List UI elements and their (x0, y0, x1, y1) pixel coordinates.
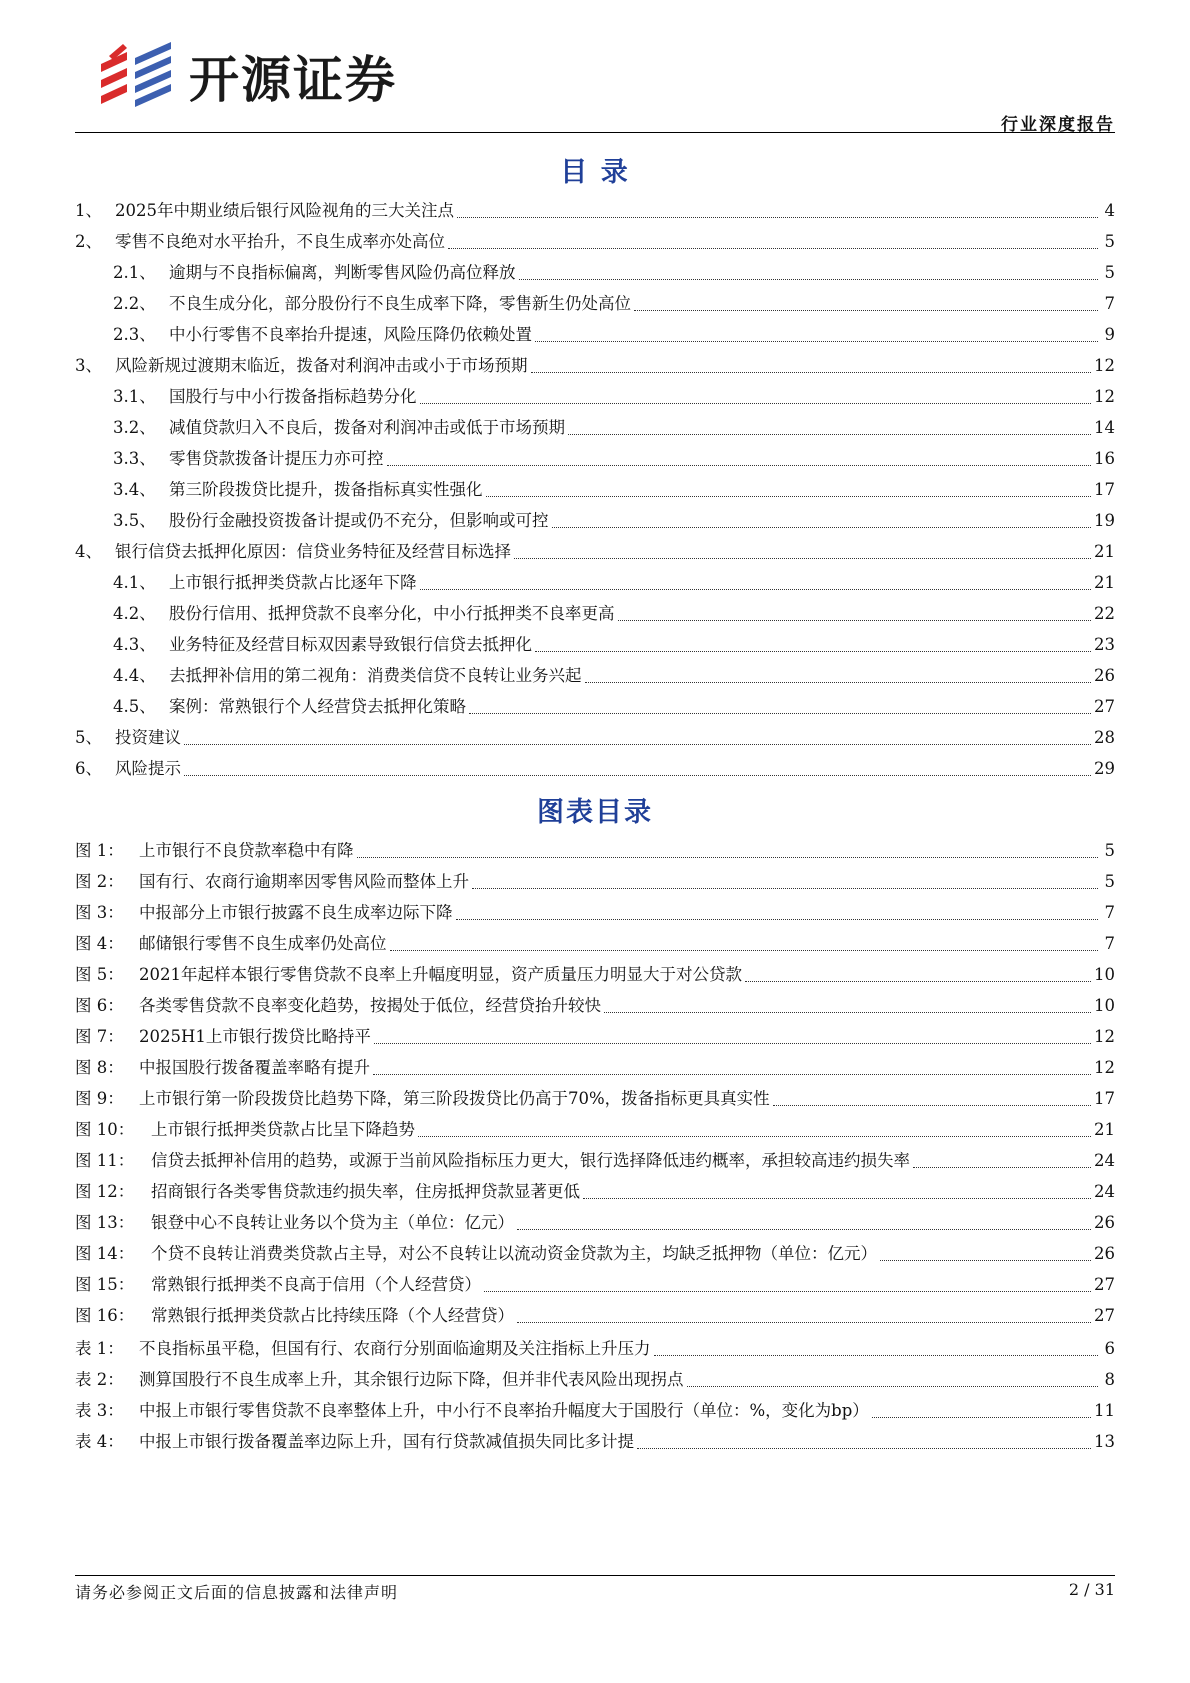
toc-entry-number: 4.4、 (113, 666, 156, 685)
toc-entry-label: 国股行与中小行拨备指标趋势分化 (169, 387, 417, 406)
toc-entry-label: 股份行信用、抵押贷款不良率分化，中小行抵押类不良率更高 (169, 604, 615, 623)
figure-entry-page: 7 (1104, 934, 1115, 953)
figure-entry-page: 27 (1094, 1306, 1115, 1325)
figure-entry-label: 上市银行第一阶段拨贷比趋势下降，第三阶段拨贷比仍高于70%，拨备指标更具真实性 (139, 1089, 770, 1108)
figure-entry-number: 图 3： (75, 903, 124, 922)
toc-entry[interactable] (75, 474, 1115, 505)
figure-entry-number: 图 14： (75, 1244, 135, 1263)
toc-entry-number: 2.2、 (113, 294, 156, 313)
figure-entry-label: 常熟银行抵押类不良高于信用（个人经营贷） (151, 1275, 481, 1294)
figure-entry-number: 图 5： (75, 965, 124, 984)
figure-entry-page: 24 (1094, 1151, 1115, 1170)
dot-leader (913, 1167, 1091, 1168)
dot-leader (486, 496, 1092, 497)
figure-entry-number: 图 13： (75, 1213, 135, 1232)
dot-leader (357, 857, 1099, 858)
toc-entry[interactable] (75, 319, 1115, 350)
toc-entry-label: 银行信贷去抵押化原因：信贷业务特征及经营目标选择 (115, 542, 511, 561)
figure-entry-label: 个贷不良转让消费类贷款占主导，对公不良转让以流动资金贷款为主，均缺乏抵押物（单位：亿元） (151, 1244, 877, 1263)
figure-entry[interactable] (75, 1114, 1115, 1145)
figure-entry-label: 上市银行不良贷款率稳中有降 (139, 841, 354, 860)
figure-entry-number: 图 10： (75, 1120, 135, 1139)
page-number: 2 / 31 (1068, 1580, 1115, 1599)
toc-entry-number: 2、 (75, 232, 102, 251)
toc-entry-label: 减值贷款归入不良后，拨备对利润冲击或低于市场预期 (169, 418, 565, 437)
dot-leader (773, 1105, 1091, 1106)
table-entry-label: 中报上市银行拨备覆盖率边际上升，国有行贷款减值损失同比多计提 (139, 1432, 634, 1451)
figure-entry-page: 17 (1094, 1089, 1115, 1108)
toc-entry-number: 4.2、 (113, 604, 156, 623)
toc-entry-number: 4.1、 (113, 573, 156, 592)
figure-entry-number: 图 12： (75, 1182, 135, 1201)
toc-entry-label: 风险提示 (115, 759, 181, 778)
figure-entry-number: 图 2： (75, 872, 124, 891)
toc-entry-number: 3、 (75, 356, 102, 375)
figure-entry[interactable] (75, 928, 1115, 959)
dot-leader (374, 1043, 1091, 1044)
figure-entry[interactable] (75, 1207, 1115, 1238)
table-entry[interactable] (75, 1395, 1115, 1426)
figure-entry-number: 图 15： (75, 1275, 135, 1294)
footer-disclaimer: 请务必参阅正文后面的信息披露和法律声明 (75, 1583, 399, 1602)
figure-entry-label: 邮储银行零售不良生成率仍处高位 (139, 934, 387, 953)
dot-leader (448, 248, 1098, 249)
figure-entry-label: 银登中心不良转让业务以个贷为主（单位：亿元） (151, 1213, 514, 1232)
figure-entry[interactable] (75, 1083, 1115, 1114)
dot-leader (184, 775, 1091, 776)
toc-entry[interactable] (75, 567, 1115, 598)
toc-entry-number: 5、 (75, 728, 102, 747)
toc-entry-page: 17 (1094, 480, 1115, 499)
toc-entry-label: 投资建议 (115, 728, 181, 747)
table-entry-number: 表 1： (75, 1339, 124, 1358)
dot-leader (373, 1074, 1091, 1075)
toc-entry-label: 第三阶段拨贷比提升，拨备指标真实性强化 (169, 480, 483, 499)
figure-entry[interactable] (75, 990, 1115, 1021)
footer-divider (75, 1575, 1115, 1576)
toc-entry-number: 3.4、 (113, 480, 156, 499)
table-entry-number: 表 2： (75, 1370, 124, 1389)
dot-leader (535, 651, 1091, 652)
dot-leader (552, 527, 1092, 528)
toc-entry-page: 19 (1094, 511, 1115, 530)
table-entry-number: 表 4： (75, 1432, 124, 1451)
figure-entry-page: 7 (1104, 903, 1115, 922)
toc-entry-label: 不良生成分化，部分股份行不良生成率下降，零售新生仍处高位 (169, 294, 631, 313)
toc-entry-page: 23 (1094, 635, 1115, 654)
table-entry[interactable] (75, 1333, 1115, 1364)
figure-entry-number: 图 9： (75, 1089, 124, 1108)
toc-entry[interactable] (75, 598, 1115, 629)
dot-leader (469, 713, 1091, 714)
figure-entry-label: 各类零售贷款不良率变化趋势，按揭处于低位，经营贷抬升较快 (139, 996, 601, 1015)
figure-entry[interactable] (75, 1021, 1115, 1052)
figure-entry[interactable] (75, 897, 1115, 928)
page-header (75, 28, 1115, 134)
header-divider (75, 132, 1115, 133)
dot-leader (514, 558, 1091, 559)
brand-name: 开源证券 (189, 51, 397, 109)
table-entry-page: 11 (1094, 1401, 1115, 1420)
toc-entry-number: 4、 (75, 542, 102, 561)
toc-entry-page: 4 (1104, 201, 1115, 220)
dot-leader (390, 950, 1099, 951)
figure-entry-page: 12 (1094, 1027, 1115, 1046)
figure-entry-page: 12 (1094, 1058, 1115, 1077)
toc-entry-label: 中小行零售不良率抬升提速，风险压降仍依赖处置 (169, 325, 532, 344)
report-type-label: 行业深度报告 (1001, 115, 1115, 135)
figure-entry-page: 5 (1104, 841, 1115, 860)
dot-leader (604, 1012, 1091, 1013)
dot-leader (745, 981, 1091, 982)
table-entry-page: 6 (1104, 1339, 1115, 1358)
toc-entry-label: 上市银行抵押类贷款占比逐年下降 (169, 573, 417, 592)
dot-leader (585, 682, 1092, 683)
dot-leader (472, 888, 1098, 889)
toc-entry[interactable] (75, 288, 1115, 319)
figure-entry-page: 10 (1094, 965, 1115, 984)
figure-entry-label: 中报国股行拨备覆盖率略有提升 (139, 1058, 370, 1077)
table-entry-page: 13 (1094, 1432, 1115, 1451)
figure-entry-page: 27 (1094, 1275, 1115, 1294)
toc-entry-number: 3.3、 (113, 449, 156, 468)
figure-entry[interactable] (75, 866, 1115, 897)
dot-leader (387, 465, 1092, 466)
table-entry-label: 测算国股行不良生成率上升，其余银行边际下降，但并非代表风险出现拐点 (139, 1370, 684, 1389)
toc-entry-page: 28 (1094, 728, 1115, 747)
toc-entry-number: 4.3、 (113, 635, 156, 654)
dot-leader (535, 341, 1098, 342)
toc-entry-label: 案例：常熟银行个人经营贷去抵押化策略 (169, 697, 466, 716)
dot-leader (618, 620, 1092, 621)
figure-entry[interactable] (75, 1238, 1115, 1269)
toc-entry-page: 12 (1094, 356, 1115, 375)
toc-entry-label: 业务特征及经营目标双因素导致银行信贷去抵押化 (169, 635, 532, 654)
figure-entry-label: 常熟银行抵押类贷款占比持续压降（个人经营贷） (151, 1306, 514, 1325)
toc-entry-page: 5 (1104, 263, 1115, 282)
figure-entry-label: 中报部分上市银行披露不良生成率边际下降 (139, 903, 453, 922)
dot-leader (456, 919, 1099, 920)
toc-entry-number: 3.1、 (113, 387, 156, 406)
dot-leader (517, 1229, 1091, 1230)
kaiyuan-logo-icon (97, 36, 177, 116)
table-entry[interactable] (75, 1364, 1115, 1395)
table-entry-label: 不良指标虽平稳，但国有行、农商行分别面临逾期及关注指标上升压力 (139, 1339, 651, 1358)
figures-title: 图表目录 (537, 797, 653, 828)
figure-entry-number: 图 16： (75, 1306, 135, 1325)
toc-entry-label: 零售不良绝对水平抬升，不良生成率亦处高位 (115, 232, 445, 251)
toc-entry-number: 3.2、 (113, 418, 156, 437)
toc-entry-page: 21 (1094, 542, 1115, 561)
dot-leader (634, 310, 1098, 311)
toc-entry-page: 9 (1104, 325, 1115, 344)
toc-entry-page: 5 (1104, 232, 1115, 251)
toc-entry-page: 12 (1094, 387, 1115, 406)
toc-entry-number: 1、 (75, 201, 102, 220)
toc-entry-page: 27 (1094, 697, 1115, 716)
figure-entry[interactable] (75, 1052, 1115, 1083)
toc-entry-label: 逾期与不良指标偏离，判断零售风险仍高位释放 (169, 263, 516, 282)
dot-leader (184, 744, 1091, 745)
toc-entry[interactable] (75, 350, 1115, 381)
toc-entry-page: 7 (1104, 294, 1115, 313)
figure-entry-number: 图 1： (75, 841, 124, 860)
toc-entry-number: 2.1、 (113, 263, 156, 282)
figure-entry-page: 5 (1104, 872, 1115, 891)
table-entry[interactable] (75, 1426, 1115, 1457)
toc-entry-page: 14 (1094, 418, 1115, 437)
toc-list (75, 195, 1115, 784)
toc-entry-label: 股份行金融投资拨备计提或仍不充分，但影响或可控 (169, 511, 549, 530)
table-entry-page: 8 (1104, 1370, 1115, 1389)
figure-entry-number: 图 7： (75, 1027, 124, 1046)
toc-entry[interactable] (75, 660, 1115, 691)
figure-entry-label: 2025H1上市银行拨贷比略持平 (139, 1027, 371, 1046)
toc-entry-label: 零售贷款拨备计提压力亦可控 (169, 449, 384, 468)
toc-entry-number: 6、 (75, 759, 102, 778)
toc-entry-page: 21 (1094, 573, 1115, 592)
dot-leader (568, 434, 1091, 435)
dot-leader (637, 1448, 1091, 1449)
figure-entry-label: 招商银行各类零售贷款违约损失率，住房抵押贷款显著更低 (151, 1182, 580, 1201)
toc-entry-page: 26 (1094, 666, 1115, 685)
dot-leader (872, 1417, 1091, 1418)
toc-entry[interactable] (75, 629, 1115, 660)
toc-entry[interactable] (75, 381, 1115, 412)
table-entry-number: 表 3： (75, 1401, 124, 1420)
toc-entry-number: 3.5、 (113, 511, 156, 530)
figure-entry-label: 信贷去抵押补信用的趋势，或源于当前风险指标压力更大，银行选择降低违约概率，承担较高违约损失率 (151, 1151, 910, 1170)
toc-entry-number: 4.5、 (113, 697, 156, 716)
figure-entry-number: 图 11： (75, 1151, 135, 1170)
dot-leader (880, 1260, 1091, 1261)
figure-entry-label: 2021年起样本银行零售贷款不良率上升幅度明显，资产质量压力明显大于对公贷款 (139, 965, 742, 984)
toc-entry[interactable] (75, 226, 1115, 257)
toc-entry-page: 29 (1094, 759, 1115, 778)
table-entry-label: 中报上市银行零售贷款不良率整体上升，中小行不良率抬升幅度大于国股行（单位：%，变化为bp） (139, 1401, 869, 1420)
dot-leader (484, 1291, 1091, 1292)
figure-entry[interactable] (75, 1300, 1115, 1331)
toc-entry[interactable] (75, 691, 1115, 722)
dot-leader (420, 403, 1092, 404)
figure-entry-number: 图 4： (75, 934, 124, 953)
figure-entry-label: 上市银行抵押类贷款占比呈下降趋势 (151, 1120, 415, 1139)
figure-entry[interactable] (75, 835, 1115, 866)
figure-entry-page: 24 (1094, 1182, 1115, 1201)
toc-entry-label: 风险新规过渡期末临近，拨备对利润冲击或小于市场预期 (115, 356, 528, 375)
figure-entry-page: 26 (1094, 1213, 1115, 1232)
dot-leader (519, 279, 1099, 280)
figure-entry-page: 10 (1094, 996, 1115, 1015)
tables-list (75, 1333, 1115, 1457)
toc-entry-label: 去抵押补信用的第二视角：消费类信贷不良转让业务兴起 (169, 666, 582, 685)
figures-list (75, 835, 1115, 1331)
dot-leader (654, 1355, 1099, 1356)
toc-entry[interactable] (75, 195, 1115, 226)
figure-entry[interactable] (75, 959, 1115, 990)
toc-entry-page: 16 (1094, 449, 1115, 468)
dot-leader (583, 1198, 1091, 1199)
dot-leader (457, 217, 1098, 218)
brand-logo (97, 36, 397, 116)
toc-entry[interactable] (75, 412, 1115, 443)
figure-entry-number: 图 8： (75, 1058, 124, 1077)
figure-entry-number: 图 6： (75, 996, 124, 1015)
dot-leader (531, 372, 1092, 373)
figure-entry[interactable] (75, 1176, 1115, 1207)
dot-leader (687, 1386, 1099, 1387)
toc-entry[interactable] (75, 257, 1115, 288)
toc-entry-label: 2025年中期业绩后银行风险视角的三大关注点 (115, 201, 454, 220)
dot-leader (517, 1322, 1091, 1323)
figure-entry[interactable] (75, 1269, 1115, 1300)
toc-entry-number: 2.3、 (113, 325, 156, 344)
figure-entry-label: 国有行、农商行逾期率因零售风险而整体上升 (139, 872, 469, 891)
dot-leader (420, 589, 1092, 590)
figure-entry-page: 21 (1094, 1120, 1115, 1139)
toc-entry[interactable] (75, 722, 1115, 753)
toc-entry[interactable] (75, 536, 1115, 567)
toc-entry[interactable] (75, 505, 1115, 536)
dot-leader (418, 1136, 1091, 1137)
toc-entry-page: 22 (1094, 604, 1115, 623)
toc-title: 目 录 (560, 157, 630, 188)
toc-entry[interactable] (75, 753, 1115, 784)
toc-entry[interactable] (75, 443, 1115, 474)
figure-entry-page: 26 (1094, 1244, 1115, 1263)
figure-entry[interactable] (75, 1145, 1115, 1176)
